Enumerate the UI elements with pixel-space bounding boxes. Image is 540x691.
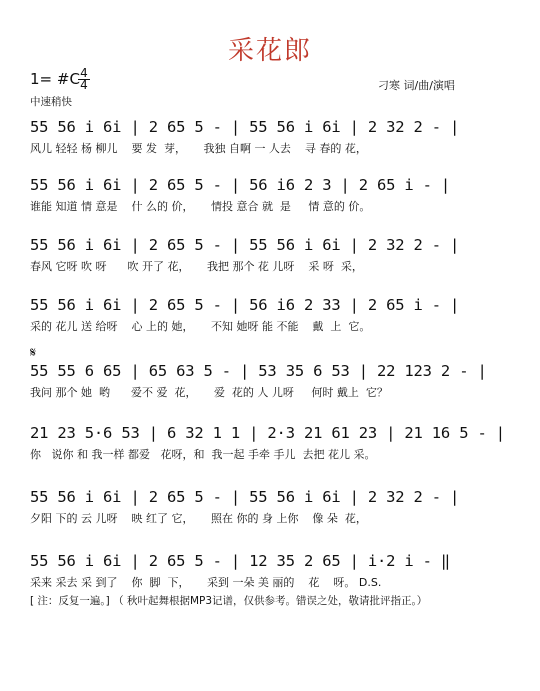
notation-line: 55 56 i 6i | 2 65 5 - | 55 56 i 6i | 2 32 2 - | xyxy=(30,236,460,254)
time-signature-bottom: 4 xyxy=(80,78,88,92)
lyrics-line: 我问 那个 她 哟 爱不 爱 花， 爱 花的 人 儿呀 何时 戴上 它？ xyxy=(30,386,388,399)
lyrics-line: 谁能 知道 情 意是 什 么的 价， 情投 意合 就 是 情 意的 价。 xyxy=(30,200,371,213)
notation-line: 21 23 5·6 53 | 6 32 1 1 | 2·3 21 61 23 | 21 16 5 - | xyxy=(30,424,505,442)
lyrics-line: 夕阳 下的 云 儿呀 映 红了 它， 照在 你的 身 上你 像 朵 花， xyxy=(30,512,367,525)
segno-sign: 𝄋 xyxy=(30,345,37,361)
song-title: 采花郎 xyxy=(227,36,312,66)
lyrics-line: 春风 它呀 吹 呀 吹 开了 花， 我把 那个 花 儿呀 采 呀 采， xyxy=(30,260,363,273)
notation-line: 55 56 i 6i | 2 65 5 - | 12 35 2 65 | i·2 i - ‖ xyxy=(30,552,451,570)
notation-line: 55 56 i 6i | 2 65 5 - | 55 56 i 6i | 2 32 2 - | xyxy=(30,488,460,506)
lyrics-line: 采来 采去 采 到了 你 脚 下， 采到 一朵 美 丽的 花 呀。 D.S. xyxy=(30,576,382,589)
key-signature: 1= #C xyxy=(30,70,80,88)
time-signature xyxy=(78,68,90,91)
notation-line: 55 56 i 6i | 2 65 5 - | 56 i6 2 3 | 2 65 i - | xyxy=(30,176,451,194)
lyrics-line: 采的 花儿 送 给呀 心 上的 她， 不知 她呀 能 不能 戴 上 它。 xyxy=(30,320,371,333)
lyrics-line: 风儿 轻轻 杨 柳儿 要 发 芽， 我独 自啊 一 人去 寻 春的 花， xyxy=(30,142,367,155)
credit-line: 刁寒 词/曲/演唱 xyxy=(378,79,455,92)
notation-line: 55 56 i 6i | 2 65 5 - | 55 56 i 6i | 2 32 2 - | xyxy=(30,118,460,136)
time-signature-top: 4 xyxy=(80,66,88,80)
notation-line: 55 56 i 6i | 2 65 5 - | 56 i6 2 33 | 2 65 i - | xyxy=(30,296,460,314)
lyrics-line: 你 说你 和 我一样 都爱 花呀，和 我一起 手牵 手儿 去把 花儿 采。 xyxy=(30,448,376,461)
tempo-marking: 中速稍快 xyxy=(30,96,72,108)
notation-line: 55 55 6 65 | 65 63 5 - | 53 35 6 53 | 22 123 2 - | xyxy=(30,362,487,380)
footer-note: [ 注：反复一遍。] （ 秋叶起舞根据MP3记谱，仅供参考。错误之处，敬请批评指正。） xyxy=(30,595,428,607)
